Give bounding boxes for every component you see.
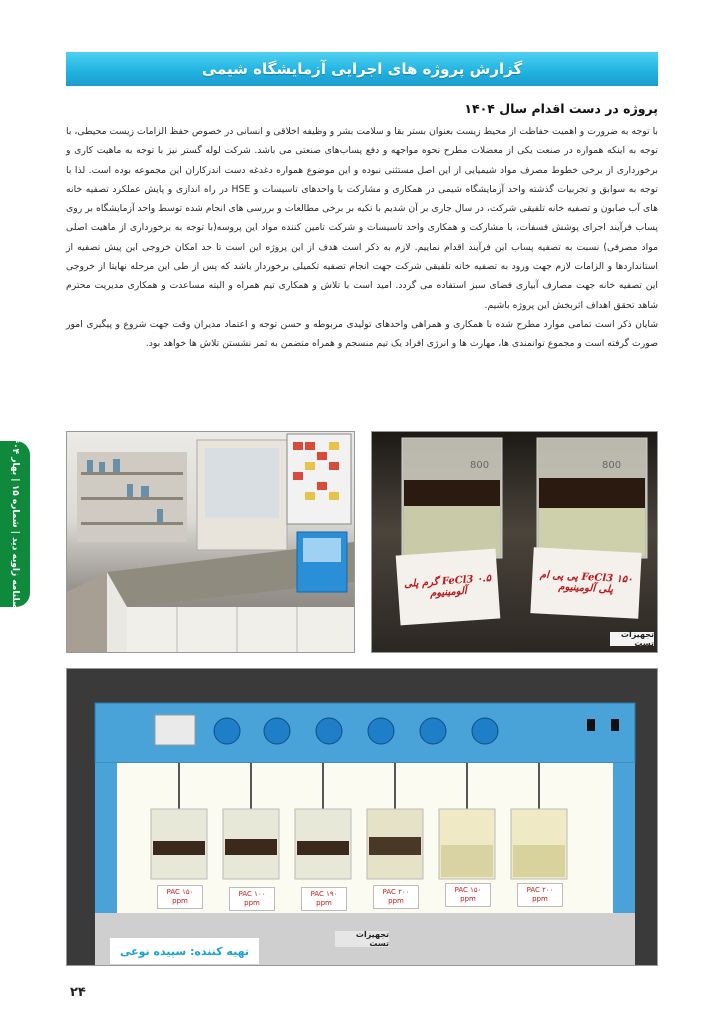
- paragraph-2: شایان ذکر است تمامی موارد مطرح شده با همکاری و همراهی واحدهای تولیدی مربوطه و حسن توجه و اعتماد مدیران وقت جهت شروع و پیگیری امور صورت گرفته است و مجموع توانمندی ها، مهارت ها و انرژی افراد یک تیم منسجم و همراه متضمن به ثمر نشستن تلاش ها خواهد بود.: [66, 318, 658, 350]
- laboratory-photo: [66, 431, 355, 653]
- beakers-photo: [371, 431, 658, 653]
- equipment-tag: تجهیزات تست: [335, 931, 389, 947]
- issue-side-tab: [0, 432, 30, 616]
- svg-text:800: 800: [470, 460, 490, 471]
- svg-text:800: 800: [602, 460, 622, 471]
- section-heading: پروژه در دست اقدام سال ۱۴۰۴: [464, 101, 658, 116]
- sample-label-left-text: FeCl3 ۰.۵ گرم پلی آلومینیوم: [403, 572, 492, 600]
- author-caption: [110, 938, 259, 964]
- page-title: گزارش پروژه های اجرایی آزمایشگاه شیمی: [201, 60, 523, 78]
- jar-test-photo: [66, 668, 658, 966]
- jar-test-illustration: [67, 669, 657, 965]
- equipment-tag: تجهیزات تست: [610, 632, 654, 646]
- sample-label-right: [530, 547, 641, 619]
- sample-label-right-text: FeCl3 ۱۵۰ پی پی ام پلی آلومینیوم: [539, 569, 633, 596]
- beaker-label: PAC ۲۰۰ ppm: [373, 885, 419, 909]
- paragraph-1: با توجه به ضرورت و اهمیت حفاظت از محیط زیست بعنوان بستر بقا و سلامت بشر و وظیفه اخلاقی و انسانی در خصوص حفظ الزامات زیست محیطی، با توجه به اینکه همواره در صنعت یکی از معضلات مطرح نحوه مواجهه و دفع پساب‌های صنعتی می باشد. شرکت لوله گستر نیز با توجه به ماهیت کاری و برخورداری از برخی خطوط مصرف مواد شیمیایی از این اصل مستثنی نبوده و این موضوع همواره دغدغه دست اندرکاران این مجموعه بوده است. لذا با توجه به سوابق و تجربیات گذشته واحد آزمایشگاه شیمی در همکاری و مشارکت با واحدهای تاسیسات و HSE در راه اندازی و پایش عملکرد تصفیه خانه های آب صابون و تصفیه خانه تلفیقی شرکت، در سال جاری بر آن شدیم با تکیه بر برخی مطالعات و بررسی های انجام شده توسط واحد آزمایشگاه بر روی پساب فرآیند اجرای پوشش فسفات، با مشارکت و همکاری واحد تاسیسات و شرکت تامین کننده مواد این پروسه(با توجه به برخورداری از ماهیت اصلی مواد مصرفی) نسبت به تصفیه پساب این فرآیند اقدام نماییم. لازم به ذکر است هدف از این پروژه این است تا حد امکان خروجی این پیش تصفیه از استانداردها و الزامات لازم جهت ورود به تصفیه خانه تلفیقی شرکت جهت انجام تصفیه تکمیلی برخوردار باشد که پس از طی این مرحله نهایتا از خروجی این تصفیه خانه جهت مصارف آبیاری فضای سبز استفاده می گردد. امید است با تلاش و همکاری تیم همراه و البته مساعدت و همکاری مدیریت محترم شاهد تحقق اهداف اثربخش این پروژه باشیم.: [66, 126, 658, 311]
- author-caption-text: تهیه کننده: سپیده نوعی: [120, 944, 249, 958]
- sample-label-left: [396, 549, 501, 626]
- beaker-label: PAC ۱۹۰ ppm: [301, 887, 347, 911]
- beaker-label: PAC ۲۰۰ ppm: [517, 883, 563, 907]
- laboratory-illustration: [67, 432, 354, 652]
- issue-info: فصلنامه زاویه دید | شماره ۱۵ | بهار ۱۴۰۴: [10, 432, 20, 616]
- beaker-label: PAC ۱۵۰ ppm: [445, 883, 491, 907]
- beaker-label: PAC ۱۵۰ ppm: [157, 885, 203, 909]
- beaker-label: PAC ۱۰۰ ppm: [229, 887, 275, 911]
- article-body: [66, 122, 658, 354]
- page-number: ۲۴: [70, 985, 86, 1000]
- title-banner: [66, 52, 658, 86]
